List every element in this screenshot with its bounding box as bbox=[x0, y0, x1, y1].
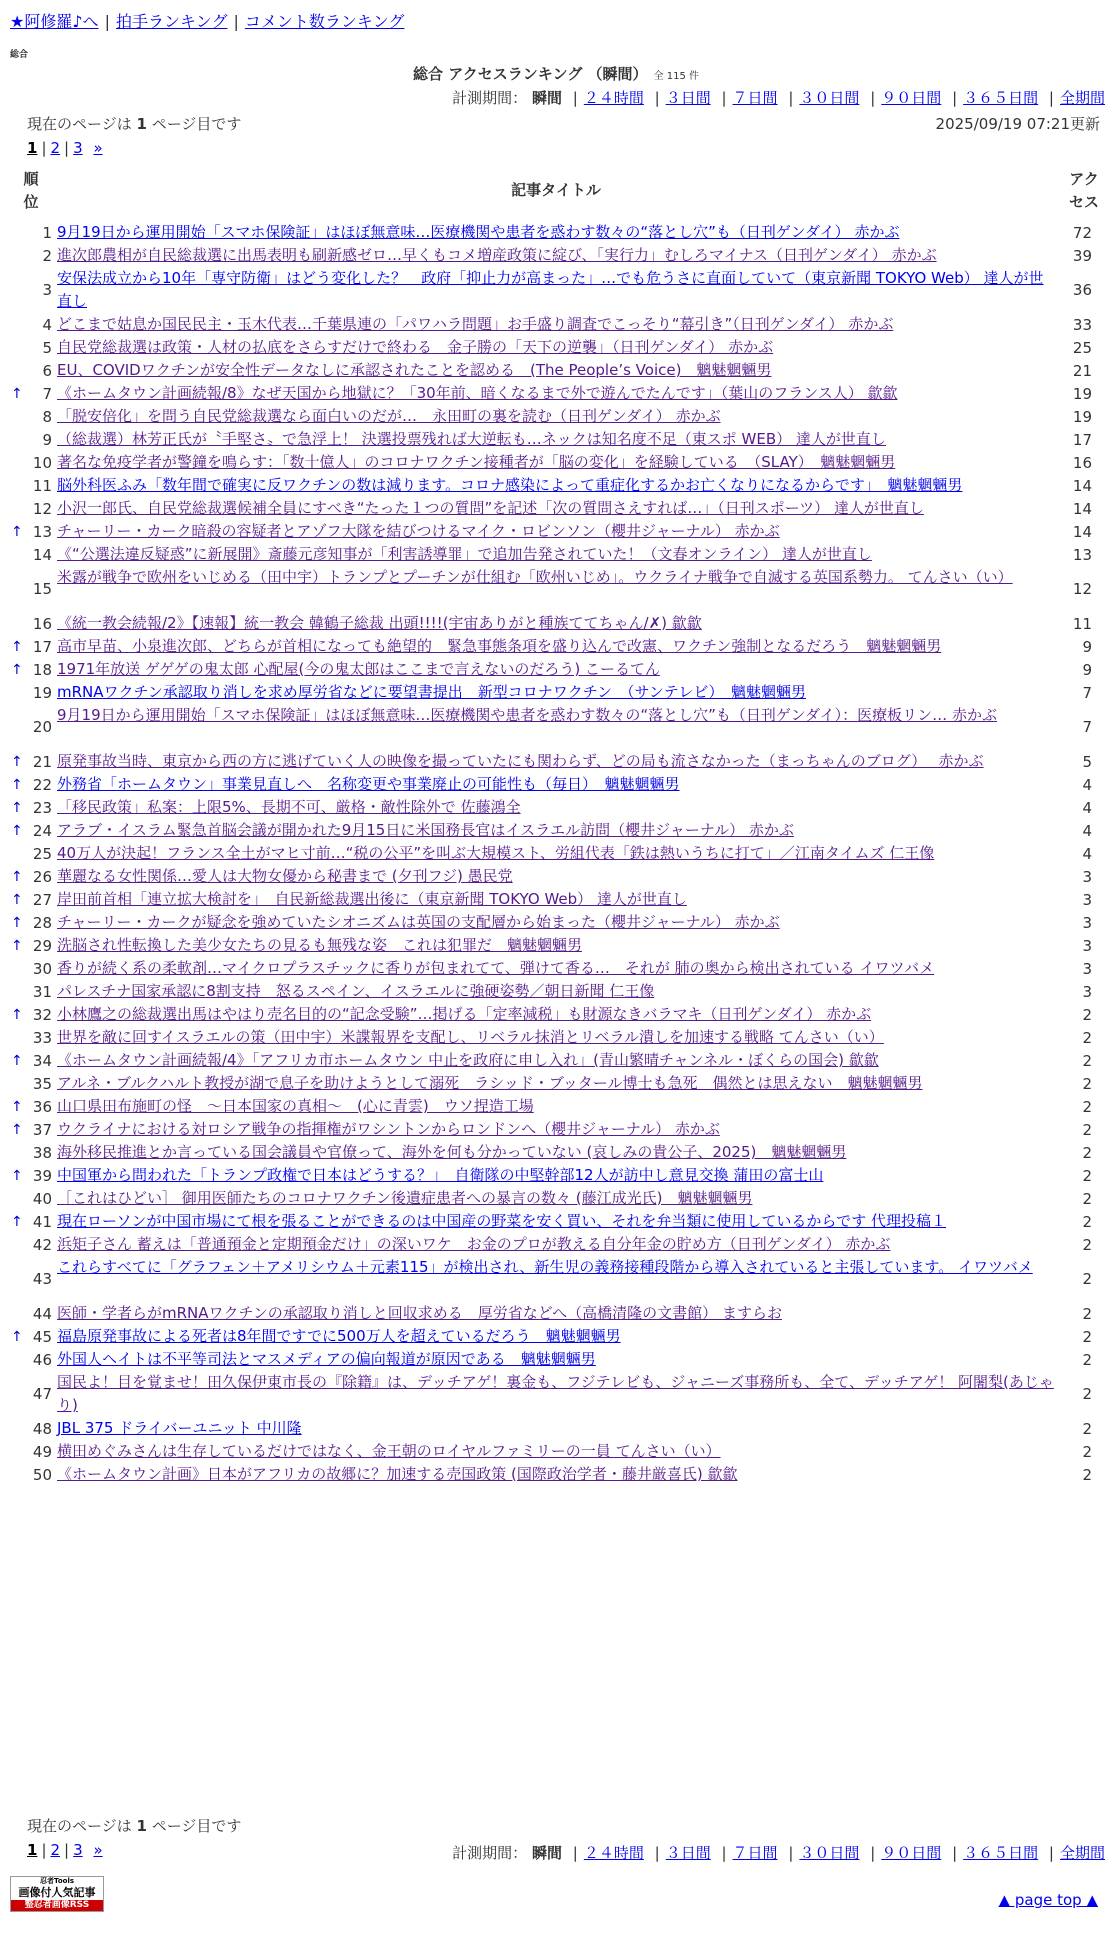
rank-number: 27 bbox=[32, 891, 52, 909]
rank-number: 36 bbox=[32, 1098, 52, 1116]
page-top-link[interactable]: ▲ page top ▲ bbox=[998, 1891, 1098, 1909]
nav-separator: | bbox=[233, 12, 239, 31]
article-title-link[interactable]: 《統一教会続報/2》【速報】統一教会 韓鶴子総裁 出頭!!!!(宇宙ありがと種族ててちゃん/✗) 歙歙 bbox=[57, 614, 702, 632]
access-count: 19 bbox=[1072, 408, 1092, 426]
article-title-link[interactable]: 著名な免疫学者が警鐘を鳴らす：「数十億人」のコロナワクチン接種者が「脳の変化」を経験している （SLAY） 魑魅魍魎男 bbox=[57, 453, 896, 471]
article-title-link[interactable]: （総裁選）林芳正氏が〝手堅さ〟で急浮上！ 決選投票残れば大逆転も…ネックは知名度不足（東スポ WEB） 達人が世直し bbox=[57, 430, 886, 448]
article-title-link[interactable]: 世界を敵に回すイスラエルの策（田中宇）米諜報界を支配し、リベラル抹消とリベラル潰しを加速する戦略 てんさい（い） bbox=[57, 1028, 884, 1046]
ranking-table-header bbox=[0, 168, 1112, 214]
ranking-row bbox=[0, 842, 1112, 865]
access-count: 7 bbox=[1082, 718, 1092, 736]
ranking-row bbox=[0, 474, 1112, 497]
rank-number: 38 bbox=[32, 1144, 52, 1162]
page-info-bottom: 現在のページは 1 ページ目です bbox=[27, 1817, 242, 1835]
pager-page-1: 1 bbox=[27, 1841, 38, 1859]
ranking-row bbox=[0, 934, 1112, 957]
rank-up-arrow-icon: ↑ bbox=[11, 800, 23, 816]
period-current: 瞬間 bbox=[531, 1844, 562, 1862]
article-title-link[interactable]: ［これはひどい］ 御用医師たちのコロナワクチン後遺症患者への暴言の数々 (藤江成光氏) 魑魅魍魎男 bbox=[57, 1189, 753, 1207]
pager-bottom: 1 | 2 | 3 » bbox=[27, 1841, 103, 1859]
period-label: 計測期間： bbox=[452, 1844, 528, 1862]
rank-number: 7 bbox=[42, 385, 52, 403]
ranking-row bbox=[0, 1256, 1112, 1302]
nav-separator: | bbox=[104, 12, 110, 31]
article-title-link[interactable]: どこまで姑息か国民民主・玉木代表…千葉県連の「パワハラ問題」お手盛り調査でこっそり“幕引き”（日刊ゲンダイ） 赤かぶ bbox=[57, 315, 894, 333]
rank-number: 26 bbox=[32, 868, 52, 886]
access-count: 2 bbox=[1082, 1190, 1092, 1208]
article-title-link[interactable]: 原発事故当時、東京から西の方に逃げていく人の映像を撮っていたにも関わらず、どの局も流さなかった（まっちゃんのブログ） 赤かぶ bbox=[57, 752, 984, 770]
period-7d-link[interactable]: ７日間 bbox=[732, 1844, 778, 1862]
access-count: 2 bbox=[1082, 1075, 1092, 1093]
article-title-link[interactable]: 華麗なる女性関係…愛人は大物女優から秘書まで (夕刊フジ) 愚民党 bbox=[57, 867, 513, 885]
rank-up-arrow-icon: ↑ bbox=[11, 1168, 23, 1184]
ranking-row bbox=[0, 1164, 1112, 1187]
article-title-link[interactable]: 進次郎農相が自民総裁選に出馬表明も刷新感ゼロ…早くもコメ増産政策に綻び、「実行力」むしろマイナス（日刊ゲンダイ） 赤かぶ bbox=[57, 246, 937, 264]
pager-page-2[interactable]: 2 bbox=[50, 139, 61, 157]
ranking-title: 総合 アクセスランキング （瞬間） bbox=[413, 65, 648, 83]
access-count: 2 bbox=[1082, 1029, 1092, 1047]
access-count: 17 bbox=[1072, 431, 1092, 449]
rank-up-arrow-icon: ↑ bbox=[11, 524, 23, 540]
period-30d-link[interactable]: ３０日間 bbox=[799, 89, 860, 107]
pager-page-1: 1 bbox=[27, 139, 38, 157]
ranking-row bbox=[0, 1095, 1112, 1118]
rank-number: 48 bbox=[32, 1420, 52, 1438]
access-count: 12 bbox=[1072, 580, 1092, 598]
ranking-row bbox=[0, 658, 1112, 681]
ranking-row bbox=[0, 1187, 1112, 1210]
rank-number: 37 bbox=[32, 1121, 52, 1139]
access-count: 3 bbox=[1082, 983, 1092, 1001]
article-title-link[interactable]: EU、COVIDワクチンが安全性データなしに承認されたことを認める (The People’s Voice) 魑魅魍魎男 bbox=[57, 361, 772, 379]
article-title-link[interactable]: チャーリー・カーク暗殺の容疑者とアゾフ大隊を結びつけるマイク・ロビンソン（櫻井ジャーナル） 赤かぶ bbox=[57, 522, 780, 540]
rank-up-arrow-icon: ↑ bbox=[11, 1007, 23, 1023]
pager-page-3[interactable]: 3 bbox=[73, 1841, 83, 1859]
rank-number: 9 bbox=[42, 431, 52, 449]
period-365d-link[interactable]: ３６５日間 bbox=[963, 1844, 1039, 1862]
ranking-row bbox=[0, 1302, 1112, 1325]
header-access: アクセス bbox=[1068, 170, 1099, 211]
pager-page-2[interactable]: 2 bbox=[50, 1841, 61, 1859]
article-title-link[interactable]: 《“公選法違反疑惑”に新展開》斎藤元彦知事が「利害誘導罪」で追加告発されていた！（文春オンライン） 達人が世直し bbox=[57, 545, 872, 563]
article-title-link[interactable]: 1971年放送 ゲゲゲの鬼太郎 心配屋(今の鬼太郎はここまで言えないのだろう) こーるてん bbox=[57, 660, 660, 678]
period-selector-top: 計測期間： 瞬間 | ２４時間 | ３日間 | ７日間 | ３０日間 | ９０日間 | ３６５日間 | 全期間 bbox=[452, 89, 1105, 107]
access-count: 4 bbox=[1082, 822, 1092, 840]
rank-number: 6 bbox=[42, 362, 52, 380]
rank-up-arrow-icon: ↑ bbox=[11, 777, 23, 793]
access-count: 2 bbox=[1082, 1351, 1092, 1369]
ranking-row bbox=[0, 244, 1112, 267]
period-current: 瞬間 bbox=[531, 89, 562, 107]
ranking-row bbox=[0, 1049, 1112, 1072]
pager-next[interactable]: » bbox=[93, 1841, 103, 1859]
article-title-link[interactable]: 横田めぐみさんは生存しているだけではなく、金王朝のロイヤルファミリーの一員 てんさい（い） bbox=[57, 1442, 721, 1460]
ranking-row bbox=[0, 451, 1112, 474]
article-title-link[interactable]: アラブ・イスラム緊急首脳会議が開かれた9月15日に米国務長官はイスラエル訪問（櫻井ジャーナル） 赤かぶ bbox=[57, 821, 794, 839]
rank-number: 42 bbox=[32, 1236, 52, 1254]
article-title-link[interactable]: 現在ローソンが中国市場にて根を張ることができるのは中国産の野菜を安く買い、それを弁当類に使用しているからです 代理投稿１ bbox=[57, 1212, 947, 1230]
access-count: 3 bbox=[1082, 937, 1092, 955]
ranking-row bbox=[0, 382, 1112, 405]
rank-number: 33 bbox=[32, 1029, 52, 1047]
rank-number: 12 bbox=[32, 500, 52, 518]
updated-timestamp: 2025/09/19 07:21更新 bbox=[935, 115, 1100, 133]
period-all-link[interactable]: 全期間 bbox=[1059, 89, 1105, 107]
article-title-link[interactable]: ウクライナにおける対ロシア戦争の指揮権がワシントンからロンドンへ（櫻井ジャーナル） 赤かぶ bbox=[57, 1120, 720, 1138]
access-count: 2 bbox=[1082, 1466, 1092, 1484]
rank-number: 10 bbox=[32, 454, 52, 472]
access-count: 19 bbox=[1072, 385, 1092, 403]
ranking-row bbox=[0, 1026, 1112, 1049]
article-title-link[interactable]: 9月19日から運用開始「スマホ保険証」はほぼ無意味…医療機関や患者を惑わす数々の“落とし穴”も（日刊ゲンダイ）：医療板リン… 赤かぶ bbox=[57, 706, 997, 724]
article-title-link[interactable]: 《ホームタウン計画》日本がアフリカの故郷に？加速する売国政策 (国際政治学者・藤井厳喜氏) 歙歙 bbox=[57, 1465, 738, 1483]
article-title-link[interactable]: これらすべてに「グラフェン＋アメリシウム＋元素115」が検出され、新生児の義務接種段階から導入されていると主張しています。 イワツバメ bbox=[57, 1258, 1033, 1276]
ranking-row bbox=[0, 1440, 1112, 1463]
ranking-row bbox=[0, 1371, 1112, 1417]
rank-number: 22 bbox=[32, 776, 52, 794]
ranking-row bbox=[0, 1210, 1112, 1233]
article-title-link[interactable]: 洗脳され性転換した美少女たちの見るも無残な姿 これは犯罪だ 魑魅魍魎男 bbox=[57, 936, 583, 954]
rank-number: 13 bbox=[32, 523, 52, 541]
access-count: 14 bbox=[1072, 500, 1092, 518]
rank-number: 32 bbox=[32, 1006, 52, 1024]
article-title-link[interactable]: 「移民政策」私案：上限5%、長期不可、厳格・敵性除外で 佐藤鴻全 bbox=[57, 798, 521, 816]
article-title-link[interactable]: 高市早苗、小泉進次郎、どちらが首相になっても絶望的 緊急事態条項を盛り込んで改憲、ワクチン強制となるだろう 魑魅魍魎男 bbox=[57, 637, 942, 655]
rank-number: 4 bbox=[42, 316, 52, 334]
article-title-link[interactable]: 外国人ヘイトは不平等司法とマスメディアの偏向報道が原因である 魑魅魍魎男 bbox=[57, 1350, 596, 1368]
access-count: 2 bbox=[1082, 1098, 1092, 1116]
rank-number: 47 bbox=[32, 1385, 52, 1403]
rank-up-arrow-icon: ↑ bbox=[11, 1053, 23, 1069]
rank-up-arrow-icon: ↑ bbox=[11, 662, 23, 678]
total-count: 全 115 件 bbox=[653, 71, 699, 82]
access-count: 25 bbox=[1072, 339, 1092, 357]
rank-number: 2 bbox=[42, 247, 52, 265]
ranking-row bbox=[0, 773, 1112, 796]
ranking-row bbox=[0, 704, 1112, 750]
pager-top: 1 | 2 | 3 » bbox=[27, 139, 103, 157]
category-label: 総合 bbox=[10, 50, 29, 60]
access-count: 2 bbox=[1082, 1144, 1092, 1162]
access-count: 3 bbox=[1082, 868, 1092, 886]
rank-number: 28 bbox=[32, 914, 52, 932]
rank-number: 1 bbox=[42, 224, 52, 242]
rank-number: 49 bbox=[32, 1443, 52, 1461]
access-count: 21 bbox=[1072, 362, 1092, 380]
access-count: 2 bbox=[1082, 1006, 1092, 1024]
rank-number: 35 bbox=[32, 1075, 52, 1093]
article-title-link[interactable]: 海外移民推進とか言っている国会議員や官僚って、海外を何も分かっていない (哀しみの貴公子、2025) 魑魅魍魎男 bbox=[57, 1143, 847, 1161]
access-count: 2 bbox=[1082, 1305, 1092, 1323]
ranking-row bbox=[0, 865, 1112, 888]
ranking-row bbox=[0, 911, 1112, 934]
ranking-row bbox=[0, 796, 1112, 819]
rank-number: 24 bbox=[32, 822, 52, 840]
page-info-top: 現在のページは 1 ページ目です bbox=[27, 115, 242, 133]
ranking-row bbox=[0, 612, 1112, 635]
period-label: 計測期間： bbox=[452, 89, 528, 107]
top-nav bbox=[10, 10, 404, 34]
access-count: 2 bbox=[1082, 1328, 1092, 1346]
article-title-link[interactable]: 外務省「ホームタウン」事業見直しへ 名称変更や事業廃止の可能性も（毎日） 魑魅魍魎男 bbox=[57, 775, 680, 793]
access-count: 33 bbox=[1072, 316, 1092, 334]
ranking-row bbox=[0, 1417, 1112, 1440]
ranking-row bbox=[0, 359, 1112, 382]
rank-number: 25 bbox=[32, 845, 52, 863]
article-title-link[interactable]: 40万人が決起！フランス全土がマヒ寸前…“税の公平”を叫ぶ大規模スト、労組代表「鉄は熱いうちに打て」／江南タイムズ 仁王像 bbox=[57, 844, 935, 862]
access-count: 14 bbox=[1072, 523, 1092, 541]
comment-ranking-link[interactable]: コメント数ランキング bbox=[244, 12, 405, 31]
article-title-link[interactable]: 中国軍から問われた「トランプ政権で日本はどうする？」 自衛隊の中堅幹部12人が訪中し意見交換 蒲田の富士山 bbox=[57, 1166, 824, 1184]
page-title bbox=[0, 64, 1112, 87]
ranking-row bbox=[0, 221, 1112, 244]
rank-up-arrow-icon: ↑ bbox=[11, 754, 23, 770]
article-title-link[interactable]: 9月19日から運用開始「スマホ保険証」はほぼ無意味…医療機関や患者を惑わす数々の“落とし穴”も（日刊ゲンダイ） 赤かぶ bbox=[57, 223, 900, 241]
rank-up-arrow-icon: ↑ bbox=[11, 1099, 23, 1115]
ranking-row bbox=[0, 428, 1112, 451]
rank-up-arrow-icon: ↑ bbox=[11, 386, 23, 402]
access-count: 39 bbox=[1072, 247, 1092, 265]
ranking-row bbox=[0, 497, 1112, 520]
access-count: 2 bbox=[1082, 1385, 1092, 1403]
access-count: 2 bbox=[1082, 1213, 1092, 1231]
ranking-row bbox=[0, 980, 1112, 1003]
rank-number: 43 bbox=[32, 1270, 52, 1288]
access-count: 9 bbox=[1082, 638, 1092, 656]
access-count: 9 bbox=[1082, 661, 1092, 679]
access-count: 4 bbox=[1082, 845, 1092, 863]
rank-number: 39 bbox=[32, 1167, 52, 1185]
access-count: 72 bbox=[1072, 224, 1092, 242]
access-count: 36 bbox=[1072, 281, 1092, 299]
rank-up-arrow-icon: ↑ bbox=[11, 639, 23, 655]
ranking-row bbox=[0, 267, 1112, 313]
article-title-link[interactable]: 安保法成立から10年「専守防衛」はどう変化した？ 政府「抑止力が高まった」…でも危うさに直面していて（東京新聞 TOKYO Web） 達人が世直し bbox=[57, 269, 1044, 310]
ninja-tools-banner[interactable] bbox=[10, 1876, 104, 1912]
clap-ranking-link[interactable]: 拍手ランキング bbox=[115, 12, 228, 31]
article-title-link[interactable]: 小沢一郎氏、自民党総裁選候補全員にすべき“たった１つの質問”を記述「次の質問さえすれば…」（日刊スポーツ） 達人が世直し bbox=[57, 499, 924, 517]
rank-number: 15 bbox=[32, 580, 52, 598]
article-title-link[interactable]: 自民党総裁選は政策・人材の払底をさらすだけで終わる 金子勝の「天下の逆襲」（日刊ゲンダイ） 赤かぶ bbox=[57, 338, 774, 356]
article-title-link[interactable]: 香りが続く系の柔軟剤…マイクロプラスチックに香りが包まれてて、弾けて香る… それが 肺の奥から検出されている イワツバメ bbox=[57, 959, 935, 977]
rank-number: 41 bbox=[32, 1213, 52, 1231]
period-30d-link[interactable]: ３０日間 bbox=[799, 1844, 860, 1862]
ranking-row bbox=[0, 750, 1112, 773]
article-title-link[interactable]: 浜矩子さん 蓄えは「普通預金と定期預金だけ」の深いワケ お金のプロが教える自分年金の貯め方（日刊ゲンダイ） 赤かぶ bbox=[57, 1235, 891, 1253]
article-title-link[interactable]: 脳外科医ふみ「数年間で確実に反ワクチンの数は減ります。コロナ感染によって重症化するかお亡くなりになるからです」 魑魅魍魎男 bbox=[57, 476, 963, 494]
rank-number: 14 bbox=[32, 546, 52, 564]
period-3d-link[interactable]: ３日間 bbox=[665, 89, 711, 107]
rank-number: 3 bbox=[42, 281, 52, 299]
period-3d-link[interactable]: ３日間 bbox=[665, 1844, 711, 1862]
rank-number: 45 bbox=[32, 1328, 52, 1346]
rank-up-arrow-icon: ↑ bbox=[11, 938, 23, 954]
article-title-link[interactable]: チャーリー・カークが疑念を強めていたシオニズムは英国の支配層から始まった（櫻井ジャーナル） 赤かぶ bbox=[57, 913, 780, 931]
access-count: 11 bbox=[1072, 615, 1092, 633]
ranking-row bbox=[0, 1348, 1112, 1371]
rank-number: 50 bbox=[32, 1466, 52, 1484]
home-link[interactable]: ★阿修羅♪へ bbox=[10, 12, 99, 31]
ranking-row bbox=[0, 520, 1112, 543]
banner-line1: 忍者Tools bbox=[39, 1877, 75, 1885]
access-count: 2 bbox=[1082, 1443, 1092, 1461]
rank-number: 17 bbox=[32, 638, 52, 656]
article-title-link[interactable]: 《ホームタウン計画続報/8》なぜ天国から地獄に？「30年前、暗くなるまで外で遊んでたんです」（葉山のフランス人） 歙歙 bbox=[57, 384, 898, 402]
banner-line3: 整忍者画像RSS bbox=[11, 1900, 103, 1911]
period-selector-bottom: 計測期間： 瞬間 | ２４時間 | ３日間 | ７日間 | ３０日間 | ９０日間 | ３６５日間 | 全期間 bbox=[452, 1844, 1105, 1862]
access-count: 3 bbox=[1082, 891, 1092, 909]
rank-number: 16 bbox=[32, 615, 52, 633]
ranking-row bbox=[0, 681, 1112, 704]
period-7d-link[interactable]: ７日間 bbox=[732, 89, 778, 107]
ranking-row bbox=[0, 1325, 1112, 1348]
rank-number: 29 bbox=[32, 937, 52, 955]
rank-up-arrow-icon: ↑ bbox=[11, 892, 23, 908]
rank-number: 44 bbox=[32, 1305, 52, 1323]
article-title-link[interactable]: パレスチナ国家承認に8割支持 怒るスペイン、イスラエルに強硬姿勢／朝日新聞 仁王像 bbox=[57, 982, 655, 1000]
rank-number: 8 bbox=[42, 408, 52, 426]
access-count: 4 bbox=[1082, 799, 1092, 817]
access-count: 2 bbox=[1082, 1270, 1092, 1288]
access-count: 5 bbox=[1082, 753, 1092, 771]
access-count: 2 bbox=[1082, 1236, 1092, 1254]
access-count: 2 bbox=[1082, 1052, 1092, 1070]
ranking-row bbox=[0, 888, 1112, 911]
article-title-link[interactable]: 国民よ！目を覚ませ！田久保伊東市長の『除籍』は、デッチアゲ！裏金も、フジテレビも、ジャニーズ事務所も、全て、デッチアゲ！ 阿闍梨(あじゃり) bbox=[57, 1373, 1054, 1414]
article-title-link[interactable]: 山口県田布施町の怪 ～日本国家の真相～ (心に青雲) ウソ捏造工場 bbox=[57, 1097, 534, 1115]
rank-number: 23 bbox=[32, 799, 52, 817]
ranking-row bbox=[0, 1118, 1112, 1141]
banner-line2: 画像付人気記事 bbox=[18, 1886, 96, 1899]
pager-page-3[interactable]: 3 bbox=[73, 139, 83, 157]
article-title-link[interactable]: 小林鷹之の総裁選出馬はやはり売名目的の“記念受験”…掲げる「定率減税」も財源なきバラマキ（日刊ゲンダイ） 赤かぶ bbox=[57, 1005, 872, 1023]
ranking-row bbox=[0, 566, 1112, 612]
ranking-row bbox=[0, 543, 1112, 566]
rank-number: 20 bbox=[32, 718, 52, 736]
ranking-row bbox=[0, 1003, 1112, 1026]
rank-up-arrow-icon: ↑ bbox=[11, 1329, 23, 1345]
rank-up-arrow-icon: ↑ bbox=[11, 823, 23, 839]
period-90d-link[interactable]: ９０日間 bbox=[881, 1844, 942, 1862]
article-title-link[interactable]: 福島原発事故による死者は8年間ですでに500万人を超えているだろう 魑魅魍魎男 bbox=[57, 1327, 621, 1345]
ranking-row bbox=[0, 336, 1112, 359]
access-count: 3 bbox=[1082, 914, 1092, 932]
ranking-row bbox=[0, 405, 1112, 428]
rank-number: 11 bbox=[32, 477, 52, 495]
access-count: 2 bbox=[1082, 1167, 1092, 1185]
rank-number: 5 bbox=[42, 339, 52, 357]
article-title-link[interactable]: mRNAワクチン承認取り消しを求め厚労省などに要望書提出 新型コロナワクチン （サンテレビ） 魑魅魍魎男 bbox=[57, 683, 806, 701]
access-count: 14 bbox=[1072, 477, 1092, 495]
period-24h-link[interactable]: ２４時間 bbox=[583, 1844, 644, 1862]
rank-number: 19 bbox=[32, 684, 52, 702]
article-title-link[interactable]: 「脱安倍化」を問う自民党総裁選なら面白いのだが… 永田町の裏を読む（日刊ゲンダイ） 赤かぶ bbox=[57, 407, 721, 425]
ranking-row bbox=[0, 957, 1112, 980]
rank-up-arrow-icon: ↑ bbox=[11, 1122, 23, 1138]
rank-number: 46 bbox=[32, 1351, 52, 1369]
rank-number: 40 bbox=[32, 1190, 52, 1208]
access-count: 7 bbox=[1082, 684, 1092, 702]
rank-up-arrow-icon: ↑ bbox=[11, 915, 23, 931]
article-title-link[interactable]: 《ホームタウン計画続報/4》「アフリカ市ホームタウン 中止を政府に申し入れ」(青山繁晴チャンネル・ぼくらの国会) 歙歙 bbox=[57, 1051, 879, 1069]
period-90d-link[interactable]: ９０日間 bbox=[881, 89, 942, 107]
pager-next[interactable]: » bbox=[93, 139, 103, 157]
article-title-link[interactable]: アルネ・ブルクハルト教授が湖で息子を助けようとして溺死 ラシッド・ブッタール博士も急死 偶然とは思えない 魑魅魍魎男 bbox=[57, 1074, 923, 1092]
access-count: 16 bbox=[1072, 454, 1092, 472]
period-365d-link[interactable]: ３６５日間 bbox=[963, 89, 1039, 107]
access-count: 3 bbox=[1082, 960, 1092, 978]
access-count: 4 bbox=[1082, 776, 1092, 794]
article-title-link[interactable]: JBL 375 ドライバーユニット 中川隆 bbox=[57, 1419, 302, 1437]
access-count: 2 bbox=[1082, 1420, 1092, 1438]
rank-number: 34 bbox=[32, 1052, 52, 1070]
ranking-row bbox=[0, 819, 1112, 842]
ranking-row bbox=[0, 1072, 1112, 1095]
access-count: 2 bbox=[1082, 1121, 1092, 1139]
header-title: 記事タイトル bbox=[511, 181, 601, 199]
rank-number: 30 bbox=[32, 960, 52, 978]
rank-number: 31 bbox=[32, 983, 52, 1001]
article-title-link[interactable]: 医師・学者らがmRNAワクチンの承認取り消しと回収求める 厚労省などへ（高橋清隆の文書館） ますらお bbox=[57, 1304, 782, 1322]
article-title-link[interactable]: 岸田前首相「連立拡大検討を」 自民新総裁選出後に（東京新聞 TOKYO Web） 達人が世直し bbox=[57, 890, 687, 908]
period-24h-link[interactable]: ２４時間 bbox=[583, 89, 644, 107]
ranking-row bbox=[0, 1233, 1112, 1256]
ranking-row bbox=[0, 635, 1112, 658]
ranking-row bbox=[0, 1141, 1112, 1164]
article-title-link[interactable]: 米露が戦争で欧州をいじめる（田中宇）トランプとプーチンが仕組む「欧州いじめ」。ウクライナ戦争で自滅する英国系勢力。 てんさい（い） bbox=[57, 568, 1013, 586]
rank-number: 21 bbox=[32, 753, 52, 771]
rank-up-arrow-icon: ↑ bbox=[11, 1214, 23, 1230]
period-all-link[interactable]: 全期間 bbox=[1059, 1844, 1105, 1862]
ranking-row bbox=[0, 1463, 1112, 1486]
rank-up-arrow-icon: ↑ bbox=[11, 869, 23, 885]
header-rank: 順位 bbox=[23, 170, 39, 211]
access-count: 13 bbox=[1072, 546, 1092, 564]
rank-number: 18 bbox=[32, 661, 52, 679]
ranking-row bbox=[0, 313, 1112, 336]
